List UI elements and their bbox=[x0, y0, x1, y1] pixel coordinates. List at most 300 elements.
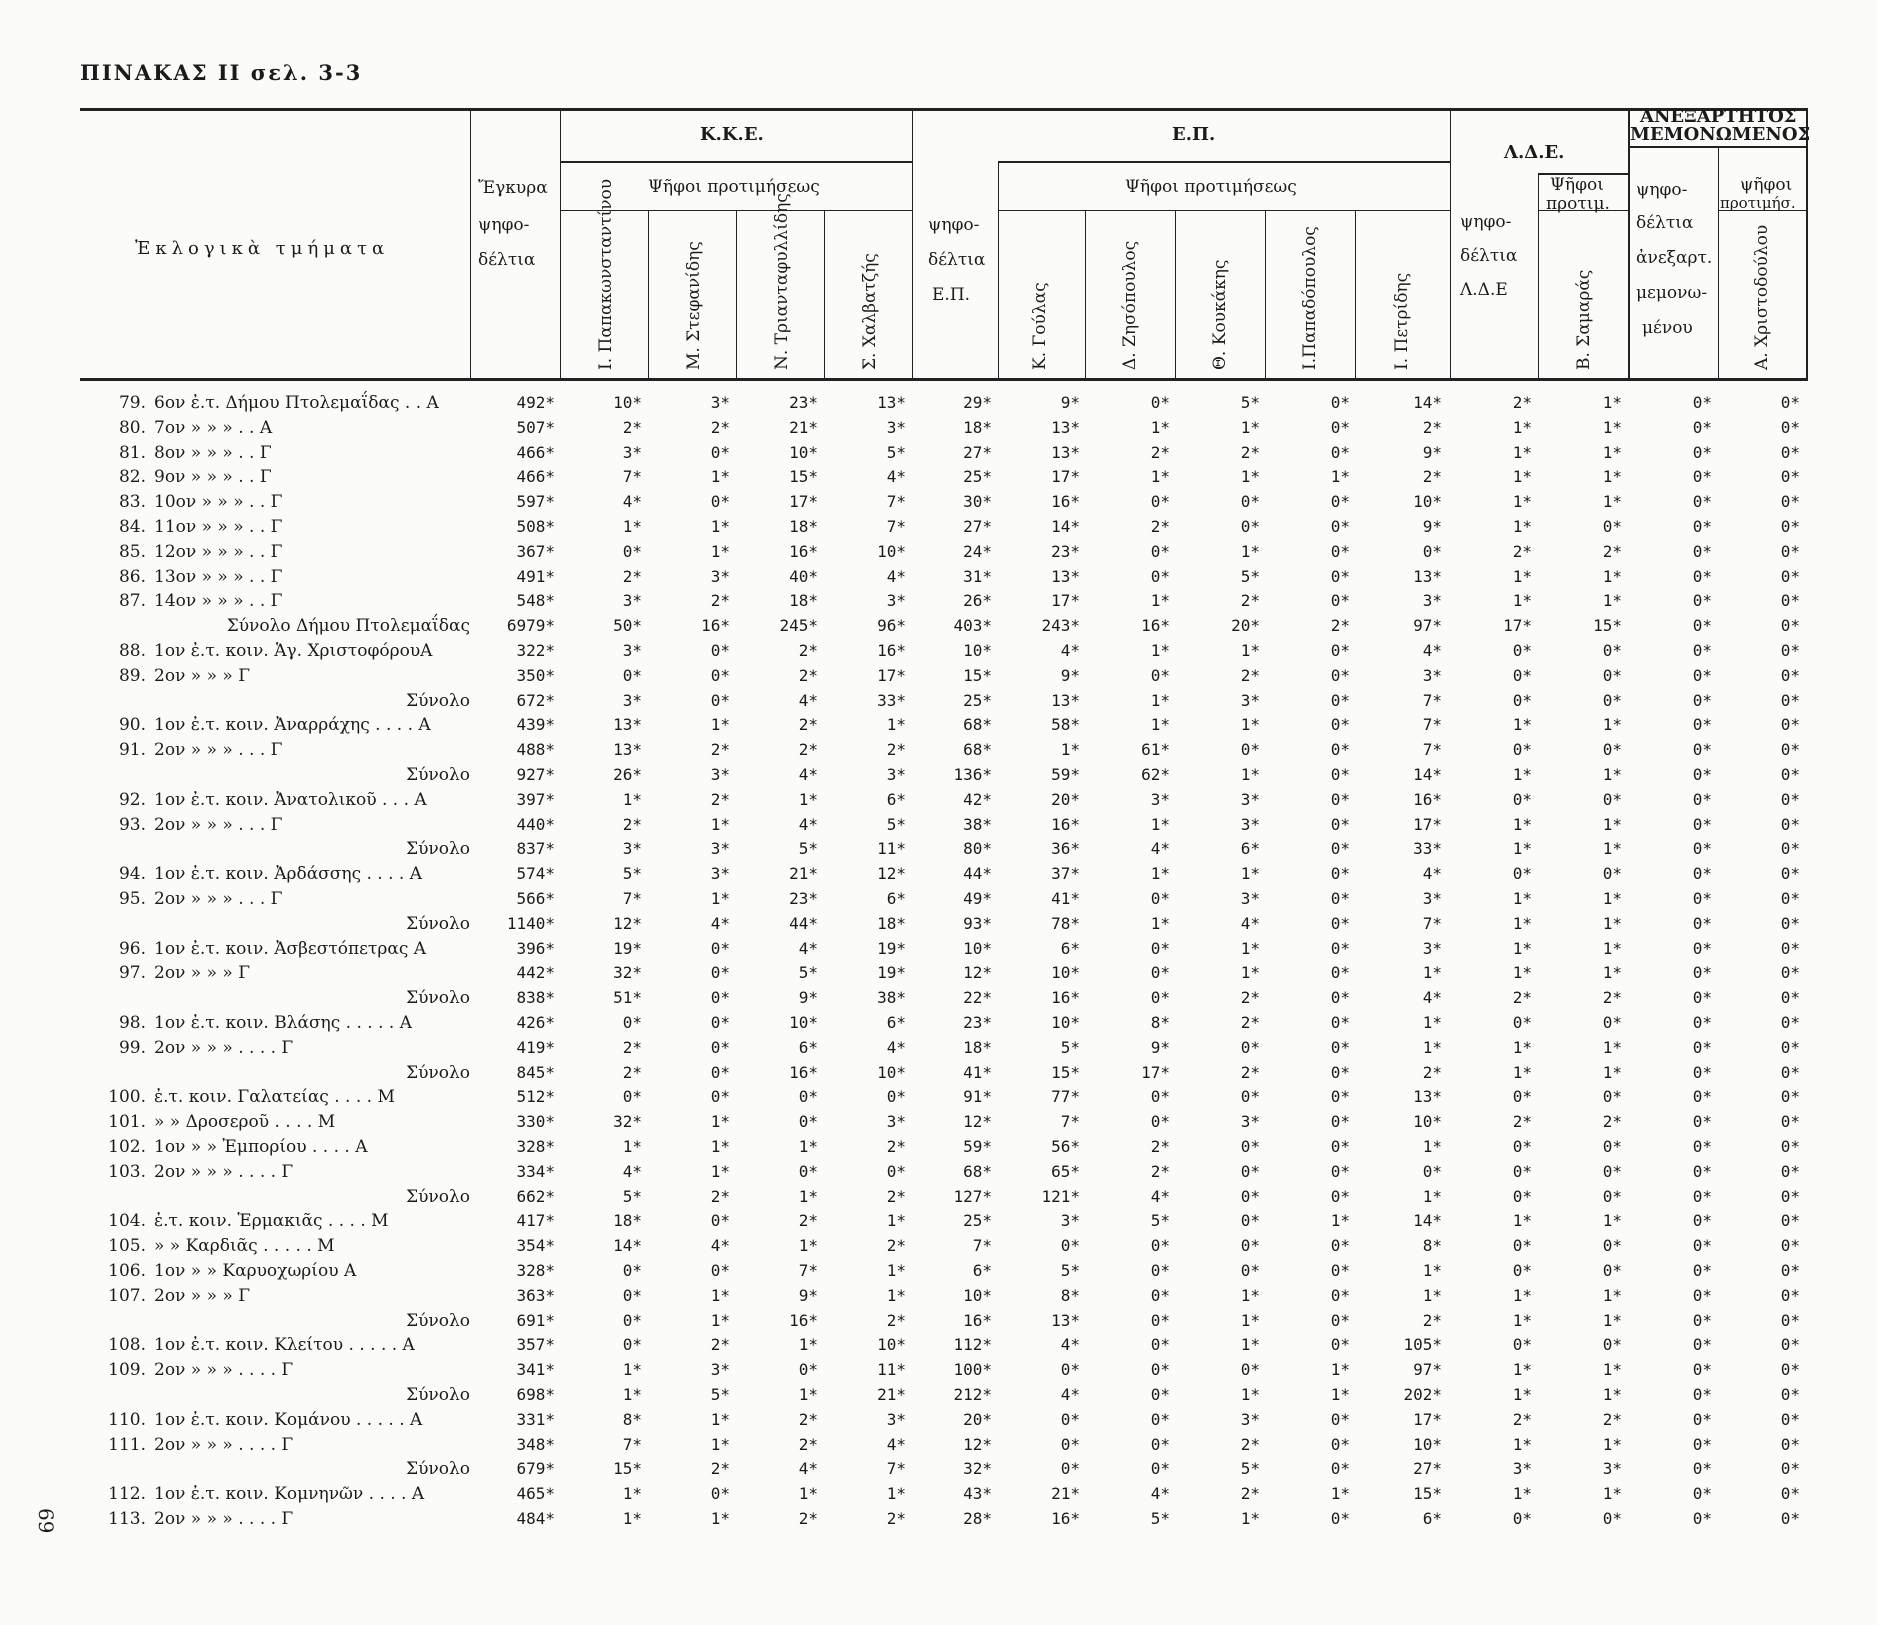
table-cell: 3* bbox=[1150, 789, 1170, 809]
table-cell: 2* bbox=[1512, 988, 1532, 1008]
table-cell: 0* bbox=[1150, 988, 1170, 1008]
table-cell: 0* bbox=[1692, 690, 1712, 710]
table-cell: 0* bbox=[886, 1161, 906, 1181]
row-label: 1ον » » Ἐμπορίου . . . . Α bbox=[154, 1137, 368, 1157]
table-cell: 1* bbox=[1602, 1434, 1622, 1454]
table-cell: 1* bbox=[1602, 1360, 1622, 1380]
table-cell: 1* bbox=[622, 789, 642, 809]
table-cell: 2* bbox=[886, 1310, 906, 1330]
sep-ind-end bbox=[1806, 108, 1808, 381]
row-label: 2ον » » » Γ bbox=[154, 963, 250, 984]
table-cell: 0* bbox=[1692, 566, 1712, 586]
table-cell: 12* bbox=[877, 864, 906, 884]
table-cell: 0* bbox=[1692, 1385, 1712, 1404]
table-cell: 0* bbox=[1330, 1161, 1350, 1181]
table-cell: 5* bbox=[622, 1186, 642, 1206]
table-cell: 15* bbox=[789, 467, 818, 487]
table-cell: 0* bbox=[1692, 789, 1712, 809]
table-cell: 1* bbox=[1602, 566, 1622, 586]
table-cell: 574* bbox=[516, 864, 555, 884]
table-cell: 2* bbox=[1602, 541, 1622, 561]
table-cell: 0* bbox=[1240, 1186, 1260, 1206]
table-cell: 440* bbox=[516, 814, 555, 834]
table-cell: 2* bbox=[622, 814, 642, 834]
row-number: 105. bbox=[108, 1236, 146, 1257]
row-label: 1ον ἐ.τ. κοιν. Κομνηνῶν . . . . Α bbox=[154, 1484, 425, 1505]
sep-kke-3 bbox=[824, 210, 825, 381]
table-cell: 0* bbox=[1330, 1285, 1350, 1305]
table-cell: 0* bbox=[798, 1087, 818, 1107]
table-cell: 1* bbox=[622, 1360, 642, 1380]
table-cell: 2* bbox=[798, 715, 818, 735]
table-cell: 0* bbox=[1692, 417, 1712, 437]
table-cell: 31* bbox=[963, 566, 992, 586]
ind-ballots-line3: ἀνεξαρτ. bbox=[1636, 248, 1713, 268]
row-label: Σύνολο Δήμου Πτολεμαΐδας bbox=[226, 616, 470, 637]
table-cell: 0* bbox=[1692, 1186, 1712, 1206]
table-cell: 0* bbox=[1330, 393, 1350, 412]
ep-pref-rule bbox=[998, 210, 1450, 211]
table-cell: 419* bbox=[516, 1037, 555, 1057]
table-cell: 0* bbox=[710, 641, 730, 660]
table-cell: 0* bbox=[1150, 566, 1170, 586]
table-cell: 3* bbox=[1602, 1459, 1622, 1479]
table-cell: 17* bbox=[1413, 1409, 1442, 1429]
table-cell: 27* bbox=[963, 442, 992, 462]
table-cell: 0* bbox=[1692, 442, 1712, 462]
table-cell: 41* bbox=[1051, 889, 1080, 908]
table-cell: 3* bbox=[710, 839, 730, 859]
table-cell: 0* bbox=[1780, 665, 1800, 685]
table-cell: 0* bbox=[1330, 789, 1350, 809]
table-cell: 18* bbox=[789, 517, 818, 536]
row-label: ἐ.τ. κοιν. Ἑρμακιᾶς . . . . Μ bbox=[154, 1211, 389, 1232]
table-cell: 0* bbox=[1780, 566, 1800, 586]
ep-ballots-line3: Ε.Π. bbox=[932, 285, 971, 305]
table-cell: 0* bbox=[1780, 591, 1800, 611]
table-cell: 7* bbox=[972, 1236, 992, 1256]
table-cell: 492* bbox=[516, 393, 555, 412]
table-cell: 1* bbox=[1512, 889, 1532, 908]
table-cell: 0* bbox=[1780, 963, 1800, 983]
table-cell: 0* bbox=[1512, 1137, 1532, 1156]
ep-sub-rule bbox=[998, 161, 1450, 163]
table-cell: 0* bbox=[1692, 988, 1712, 1008]
table-cell: 0* bbox=[622, 1335, 642, 1355]
row-number: 79. bbox=[118, 393, 146, 413]
table-cell: 0* bbox=[1512, 1087, 1532, 1107]
table-cell: 396* bbox=[516, 938, 555, 958]
table-cell: 0* bbox=[1150, 1236, 1170, 1256]
table-cell: 5* bbox=[710, 1385, 730, 1404]
table-cell: 1* bbox=[1602, 889, 1622, 908]
table-cell: 14* bbox=[613, 1236, 642, 1256]
table-cell: 2* bbox=[622, 417, 642, 437]
table-cell: 43* bbox=[963, 1484, 992, 1504]
table-cell: 679* bbox=[516, 1459, 555, 1479]
table-cell: 65* bbox=[1051, 1161, 1080, 1181]
table-cell: 0* bbox=[1780, 765, 1800, 784]
table-cell: 10* bbox=[1051, 963, 1080, 983]
table-cell: 2* bbox=[1512, 393, 1532, 412]
table-cell: 2* bbox=[1150, 1137, 1170, 1156]
row-number: 95. bbox=[118, 889, 146, 909]
table-cell: 4* bbox=[798, 938, 818, 958]
table-cell: 59* bbox=[963, 1137, 992, 1156]
table-cell: 12* bbox=[963, 1112, 992, 1132]
table-cell: 37* bbox=[1051, 864, 1080, 884]
table-cell: 2* bbox=[1240, 1434, 1260, 1454]
table-cell: 0* bbox=[1330, 1186, 1350, 1206]
table-cell: 2* bbox=[886, 1186, 906, 1206]
table-cell: 20* bbox=[1051, 789, 1080, 809]
table-cell: 0* bbox=[1330, 1261, 1350, 1280]
table-cell: 1* bbox=[622, 1484, 642, 1504]
table-cell: 0* bbox=[1692, 1360, 1712, 1380]
table-cell: 12* bbox=[613, 913, 642, 933]
table-cell: 4* bbox=[886, 1434, 906, 1454]
table-cell: 1* bbox=[1240, 765, 1260, 784]
table-cell: 0* bbox=[622, 1013, 642, 1032]
table-cell: 1* bbox=[886, 1211, 906, 1231]
row-label: Σύνολο bbox=[406, 1459, 470, 1480]
table-cell: 1* bbox=[622, 1385, 642, 1404]
table-cell: 19* bbox=[877, 938, 906, 958]
row-label: 1ον ἐ.τ. κοιν. Ἀναρράχης . . . . Α bbox=[154, 715, 431, 736]
table-cell: 0* bbox=[1692, 814, 1712, 834]
table-cell: 0* bbox=[1150, 1434, 1170, 1454]
table-cell: 1* bbox=[710, 814, 730, 834]
table-cell: 1* bbox=[1512, 938, 1532, 958]
table-cell: 3* bbox=[1422, 591, 1442, 611]
table-cell: 26* bbox=[613, 765, 642, 784]
table-cell: 0* bbox=[1330, 913, 1350, 933]
table-cell: 334* bbox=[516, 1161, 555, 1181]
table-cell: 32* bbox=[613, 1112, 642, 1132]
table-cell: 2* bbox=[1150, 517, 1170, 536]
table-cell: 9* bbox=[798, 988, 818, 1008]
page-number: 69 bbox=[34, 1508, 58, 1534]
table-cell: 4* bbox=[710, 1236, 730, 1256]
row-label: 1ον ἐ.τ. κοιν. Ἁγ. ΧριστοφόρουΑ bbox=[154, 641, 433, 661]
table-cell: 21* bbox=[789, 864, 818, 884]
table-cell: 1* bbox=[1512, 591, 1532, 611]
sep-ep-4 bbox=[1355, 210, 1356, 381]
table-cell: 0* bbox=[1330, 715, 1350, 735]
lde-ballots-line2: δέλτια bbox=[1460, 246, 1518, 266]
table-cell: 0* bbox=[1780, 1112, 1800, 1132]
table-cell: 1* bbox=[1150, 417, 1170, 437]
table-cell: 1* bbox=[1330, 1211, 1350, 1231]
table-cell: 25* bbox=[963, 690, 992, 710]
row-label: Σύνολο bbox=[406, 913, 470, 934]
table-cell: 0* bbox=[1602, 1161, 1622, 1181]
table-cell: 13* bbox=[613, 715, 642, 735]
row-label: 2ον » » » . . . . Γ bbox=[154, 1360, 294, 1381]
table-cell: 0* bbox=[1602, 641, 1622, 660]
table-cell: 1* bbox=[710, 467, 730, 487]
table-cell: 0* bbox=[1150, 1409, 1170, 1429]
table-cell: 0* bbox=[1512, 1261, 1532, 1280]
row-number: 90. bbox=[118, 715, 146, 736]
table-cell: 357* bbox=[516, 1335, 555, 1355]
table-cell: 2* bbox=[710, 417, 730, 437]
table-cell: 18* bbox=[613, 1211, 642, 1231]
row-label: 7ον » » » . . Α bbox=[154, 417, 273, 438]
table-cell: 0* bbox=[622, 1310, 642, 1330]
table-cell: 2* bbox=[710, 591, 730, 611]
row-label: Σύνολο bbox=[406, 1062, 470, 1083]
table-cell: 0* bbox=[710, 1261, 730, 1280]
ind-header-line2: ΜΕΜΟΝΩΜΕΝΟΣ bbox=[1630, 124, 1811, 145]
table-cell: 512* bbox=[516, 1087, 555, 1107]
row-number: 100. bbox=[108, 1087, 146, 1108]
table-cell: 93* bbox=[963, 913, 992, 933]
table-cell: 2* bbox=[1240, 988, 1260, 1008]
lde-header: Λ.Δ.Ε. bbox=[1504, 142, 1565, 163]
table-cell: 0* bbox=[1692, 1211, 1712, 1231]
table-cell: 2* bbox=[622, 1037, 642, 1057]
table-cell: 2* bbox=[1240, 665, 1260, 685]
table-cell: 6* bbox=[1422, 1509, 1442, 1528]
table-cell: 597* bbox=[516, 492, 555, 512]
table-cell: 3* bbox=[1422, 938, 1442, 958]
table-cell: 1* bbox=[886, 715, 906, 735]
table-cell: 341* bbox=[516, 1360, 555, 1380]
table-cell: 1* bbox=[1150, 690, 1170, 710]
table-cell: 0* bbox=[1240, 1236, 1260, 1256]
table-cell: 10* bbox=[963, 938, 992, 958]
table-cell: 2* bbox=[1240, 1062, 1260, 1082]
table-cell: 0* bbox=[1692, 492, 1712, 512]
table-cell: 3* bbox=[1240, 814, 1260, 834]
table-cell: 927* bbox=[516, 765, 555, 784]
table-cell: 6* bbox=[972, 1261, 992, 1280]
table-cell: 0* bbox=[1150, 492, 1170, 512]
row-label: 2ον » » » . . . . Γ bbox=[154, 1509, 294, 1529]
table-cell: 5* bbox=[1240, 393, 1260, 412]
table-cell: 0* bbox=[1780, 1013, 1800, 1032]
table-cell: 1140* bbox=[506, 913, 555, 933]
table-cell: 2* bbox=[1422, 467, 1442, 487]
table-cell: 1* bbox=[1240, 1335, 1260, 1355]
table-cell: 0* bbox=[1602, 1335, 1622, 1355]
row-number: 93. bbox=[118, 814, 146, 835]
row-label: Σύνολο bbox=[406, 765, 470, 785]
table-cell: 1* bbox=[1512, 1285, 1532, 1305]
row-label: 1ον ἐ.τ. κοιν. Ἀσβεστόπετρας Α bbox=[154, 938, 427, 959]
table-cell: 0* bbox=[1692, 1137, 1712, 1156]
lde-ballots-line3: Λ.Δ.Ε bbox=[1460, 280, 1508, 300]
table-cell: 41* bbox=[963, 1062, 992, 1082]
table-cell: 0* bbox=[1240, 740, 1260, 760]
table-cell: 1* bbox=[1602, 417, 1622, 437]
table-cell: 0* bbox=[1692, 1434, 1712, 1454]
table-cell: 0* bbox=[1602, 690, 1622, 710]
table-cell: 4* bbox=[622, 1161, 642, 1181]
table-cell: 0* bbox=[1780, 492, 1800, 512]
table-cell: 13* bbox=[1413, 566, 1442, 586]
table-cell: 0* bbox=[622, 1261, 642, 1280]
kke-candidate-1: Ι. Παπακωνσταντίνου bbox=[596, 178, 616, 370]
table-cell: 0* bbox=[1692, 616, 1712, 636]
sep-ep-end bbox=[1450, 108, 1451, 381]
table-cell: 0* bbox=[1240, 1261, 1260, 1280]
table-cell: 0* bbox=[1780, 1087, 1800, 1107]
table-cell: 15* bbox=[613, 1459, 642, 1479]
row-number: 108. bbox=[108, 1335, 146, 1356]
table-cell: 1* bbox=[886, 1261, 906, 1280]
table-cell: 0* bbox=[1780, 864, 1800, 884]
table-cell: 4* bbox=[1150, 839, 1170, 859]
table-cell: 1* bbox=[1602, 715, 1622, 735]
table-cell: 0* bbox=[710, 1211, 730, 1231]
table-cell: 403* bbox=[953, 616, 992, 636]
table-cell: 1* bbox=[798, 789, 818, 809]
table-cell: 5* bbox=[1060, 1037, 1080, 1057]
table-cell: 1* bbox=[1240, 864, 1260, 884]
table-cell: 2* bbox=[1422, 417, 1442, 437]
table-cell: 3* bbox=[622, 641, 642, 660]
table-cell: 9* bbox=[1060, 393, 1080, 412]
table-cell: 0* bbox=[1150, 889, 1170, 908]
table-cell: 58* bbox=[1051, 715, 1080, 735]
ind-ballots-line1: ψηφο- bbox=[1636, 180, 1688, 200]
kke-pref-header: Ψῆφοι προτιμήσεως bbox=[648, 177, 820, 197]
table-cell: 5* bbox=[886, 442, 906, 462]
table-cell: 0* bbox=[1780, 1459, 1800, 1479]
table-cell: 0* bbox=[710, 988, 730, 1008]
table-cell: 0* bbox=[1330, 765, 1350, 784]
table-cell: 1* bbox=[1512, 963, 1532, 983]
table-cell: 2* bbox=[886, 740, 906, 760]
table-cell: 3* bbox=[1240, 889, 1260, 908]
table-cell: 7* bbox=[886, 492, 906, 512]
table-cell: 1* bbox=[1240, 641, 1260, 660]
table-cell: 1* bbox=[798, 1236, 818, 1256]
table-cell: 4* bbox=[622, 492, 642, 512]
table-cell: 0* bbox=[710, 938, 730, 958]
table-cell: 0* bbox=[1512, 789, 1532, 809]
table-cell: 0* bbox=[1330, 864, 1350, 884]
table-cell: 0* bbox=[1150, 938, 1170, 958]
table-cell: 10* bbox=[877, 1335, 906, 1355]
table-cell: 1* bbox=[1240, 541, 1260, 561]
table-cell: 0* bbox=[1512, 1236, 1532, 1256]
table-cell: 1* bbox=[710, 1112, 730, 1132]
table-cell: 0* bbox=[1602, 1261, 1622, 1280]
table-cell: 15* bbox=[1413, 1484, 1442, 1504]
table-cell: 484* bbox=[516, 1509, 555, 1528]
table-cell: 121* bbox=[1041, 1186, 1080, 1206]
table-cell: 3* bbox=[710, 393, 730, 412]
table-cell: 44* bbox=[963, 864, 992, 884]
table-cell: 2* bbox=[1240, 1013, 1260, 1032]
table-cell: 78* bbox=[1051, 913, 1080, 933]
table-cell: 0* bbox=[1240, 1360, 1260, 1380]
table-cell: 27* bbox=[1413, 1459, 1442, 1479]
table-cell: 1* bbox=[1512, 715, 1532, 735]
table-cell: 4* bbox=[710, 913, 730, 933]
table-cell: 2* bbox=[886, 1236, 906, 1256]
table-cell: 8* bbox=[622, 1409, 642, 1429]
table-cell: 0* bbox=[1692, 864, 1712, 884]
row-label: 2ον » » » Γ bbox=[154, 665, 250, 686]
table-cell: 2* bbox=[1240, 442, 1260, 462]
table-cell: 49* bbox=[963, 889, 992, 908]
table-cell: 21* bbox=[789, 417, 818, 437]
table-cell: 0* bbox=[1692, 889, 1712, 908]
table-cell: 2* bbox=[798, 641, 818, 660]
table-cell: 5* bbox=[1060, 1261, 1080, 1280]
table-cell: 3* bbox=[886, 1409, 906, 1429]
table-cell: 0* bbox=[1240, 492, 1260, 512]
table-cell: 1* bbox=[622, 1509, 642, 1528]
table-cell: 0* bbox=[1780, 442, 1800, 462]
table-cell: 0* bbox=[1780, 417, 1800, 437]
table-cell: 0* bbox=[1330, 1112, 1350, 1132]
row-label: 1ον ἐ.τ. κοιν. Βλάσης . . . . . Α bbox=[154, 1013, 412, 1033]
row-number: 112. bbox=[108, 1484, 146, 1505]
table-cell: 1* bbox=[1602, 1310, 1622, 1330]
table-cell: 27* bbox=[963, 517, 992, 536]
table-cell: 5* bbox=[886, 814, 906, 834]
row-number: 81. bbox=[118, 442, 146, 463]
ep-pref-header: Ψῆφοι προτιμήσεως bbox=[1125, 177, 1297, 197]
table-cell: 0* bbox=[1780, 541, 1800, 561]
table-cell: 0* bbox=[1780, 1037, 1800, 1057]
row-number: 86. bbox=[118, 566, 146, 587]
table-cell: 1* bbox=[710, 1434, 730, 1454]
table-cell: 1* bbox=[1512, 517, 1532, 536]
table-cell: 33* bbox=[1413, 839, 1442, 859]
table-cell: 491* bbox=[516, 566, 555, 586]
table-cell: 0* bbox=[1330, 740, 1350, 760]
row-number: 94. bbox=[118, 864, 146, 885]
table-cell: 1* bbox=[1602, 1037, 1622, 1057]
kke-candidate-2: Μ. Στεφανίδης bbox=[684, 241, 704, 370]
row-number: 88. bbox=[118, 641, 146, 661]
table-cell: 0* bbox=[798, 1360, 818, 1380]
table-cell: 7* bbox=[1422, 913, 1442, 933]
table-cell: 0* bbox=[1330, 1459, 1350, 1479]
header-bottom-rule bbox=[80, 378, 1808, 381]
table-cell: 0* bbox=[1150, 1360, 1170, 1380]
table-cell: 4* bbox=[1060, 1335, 1080, 1355]
table-cell: 0* bbox=[1780, 1062, 1800, 1082]
row-label: 1ον ἐ.τ. κοιν. Ἀνατολικοῦ . . . Α bbox=[154, 789, 427, 810]
table-cell: 68* bbox=[963, 740, 992, 760]
table-cell: 16* bbox=[877, 641, 906, 660]
table-cell: 0* bbox=[1240, 1161, 1260, 1181]
table-cell: 0* bbox=[1780, 889, 1800, 908]
table-cell: 2* bbox=[710, 789, 730, 809]
table-cell: 465* bbox=[516, 1484, 555, 1504]
row-number: 109. bbox=[108, 1360, 146, 1381]
table-cell: 3* bbox=[1240, 690, 1260, 710]
table-cell: 0* bbox=[1512, 690, 1532, 710]
table-cell: 9* bbox=[1422, 517, 1442, 536]
table-cell: 0* bbox=[1692, 1013, 1712, 1032]
table-cell: 16* bbox=[1051, 1509, 1080, 1528]
row-label: 1ον ἐ.τ. κοιν. Κλείτου . . . . . Α bbox=[154, 1335, 415, 1356]
table-cell: 0* bbox=[1330, 517, 1350, 536]
table-cell: 1* bbox=[710, 1161, 730, 1181]
table-cell: 1* bbox=[1240, 417, 1260, 437]
table-cell: 0* bbox=[1780, 517, 1800, 536]
table-cell: 328* bbox=[516, 1137, 555, 1156]
table-cell: 0* bbox=[1150, 1285, 1170, 1305]
